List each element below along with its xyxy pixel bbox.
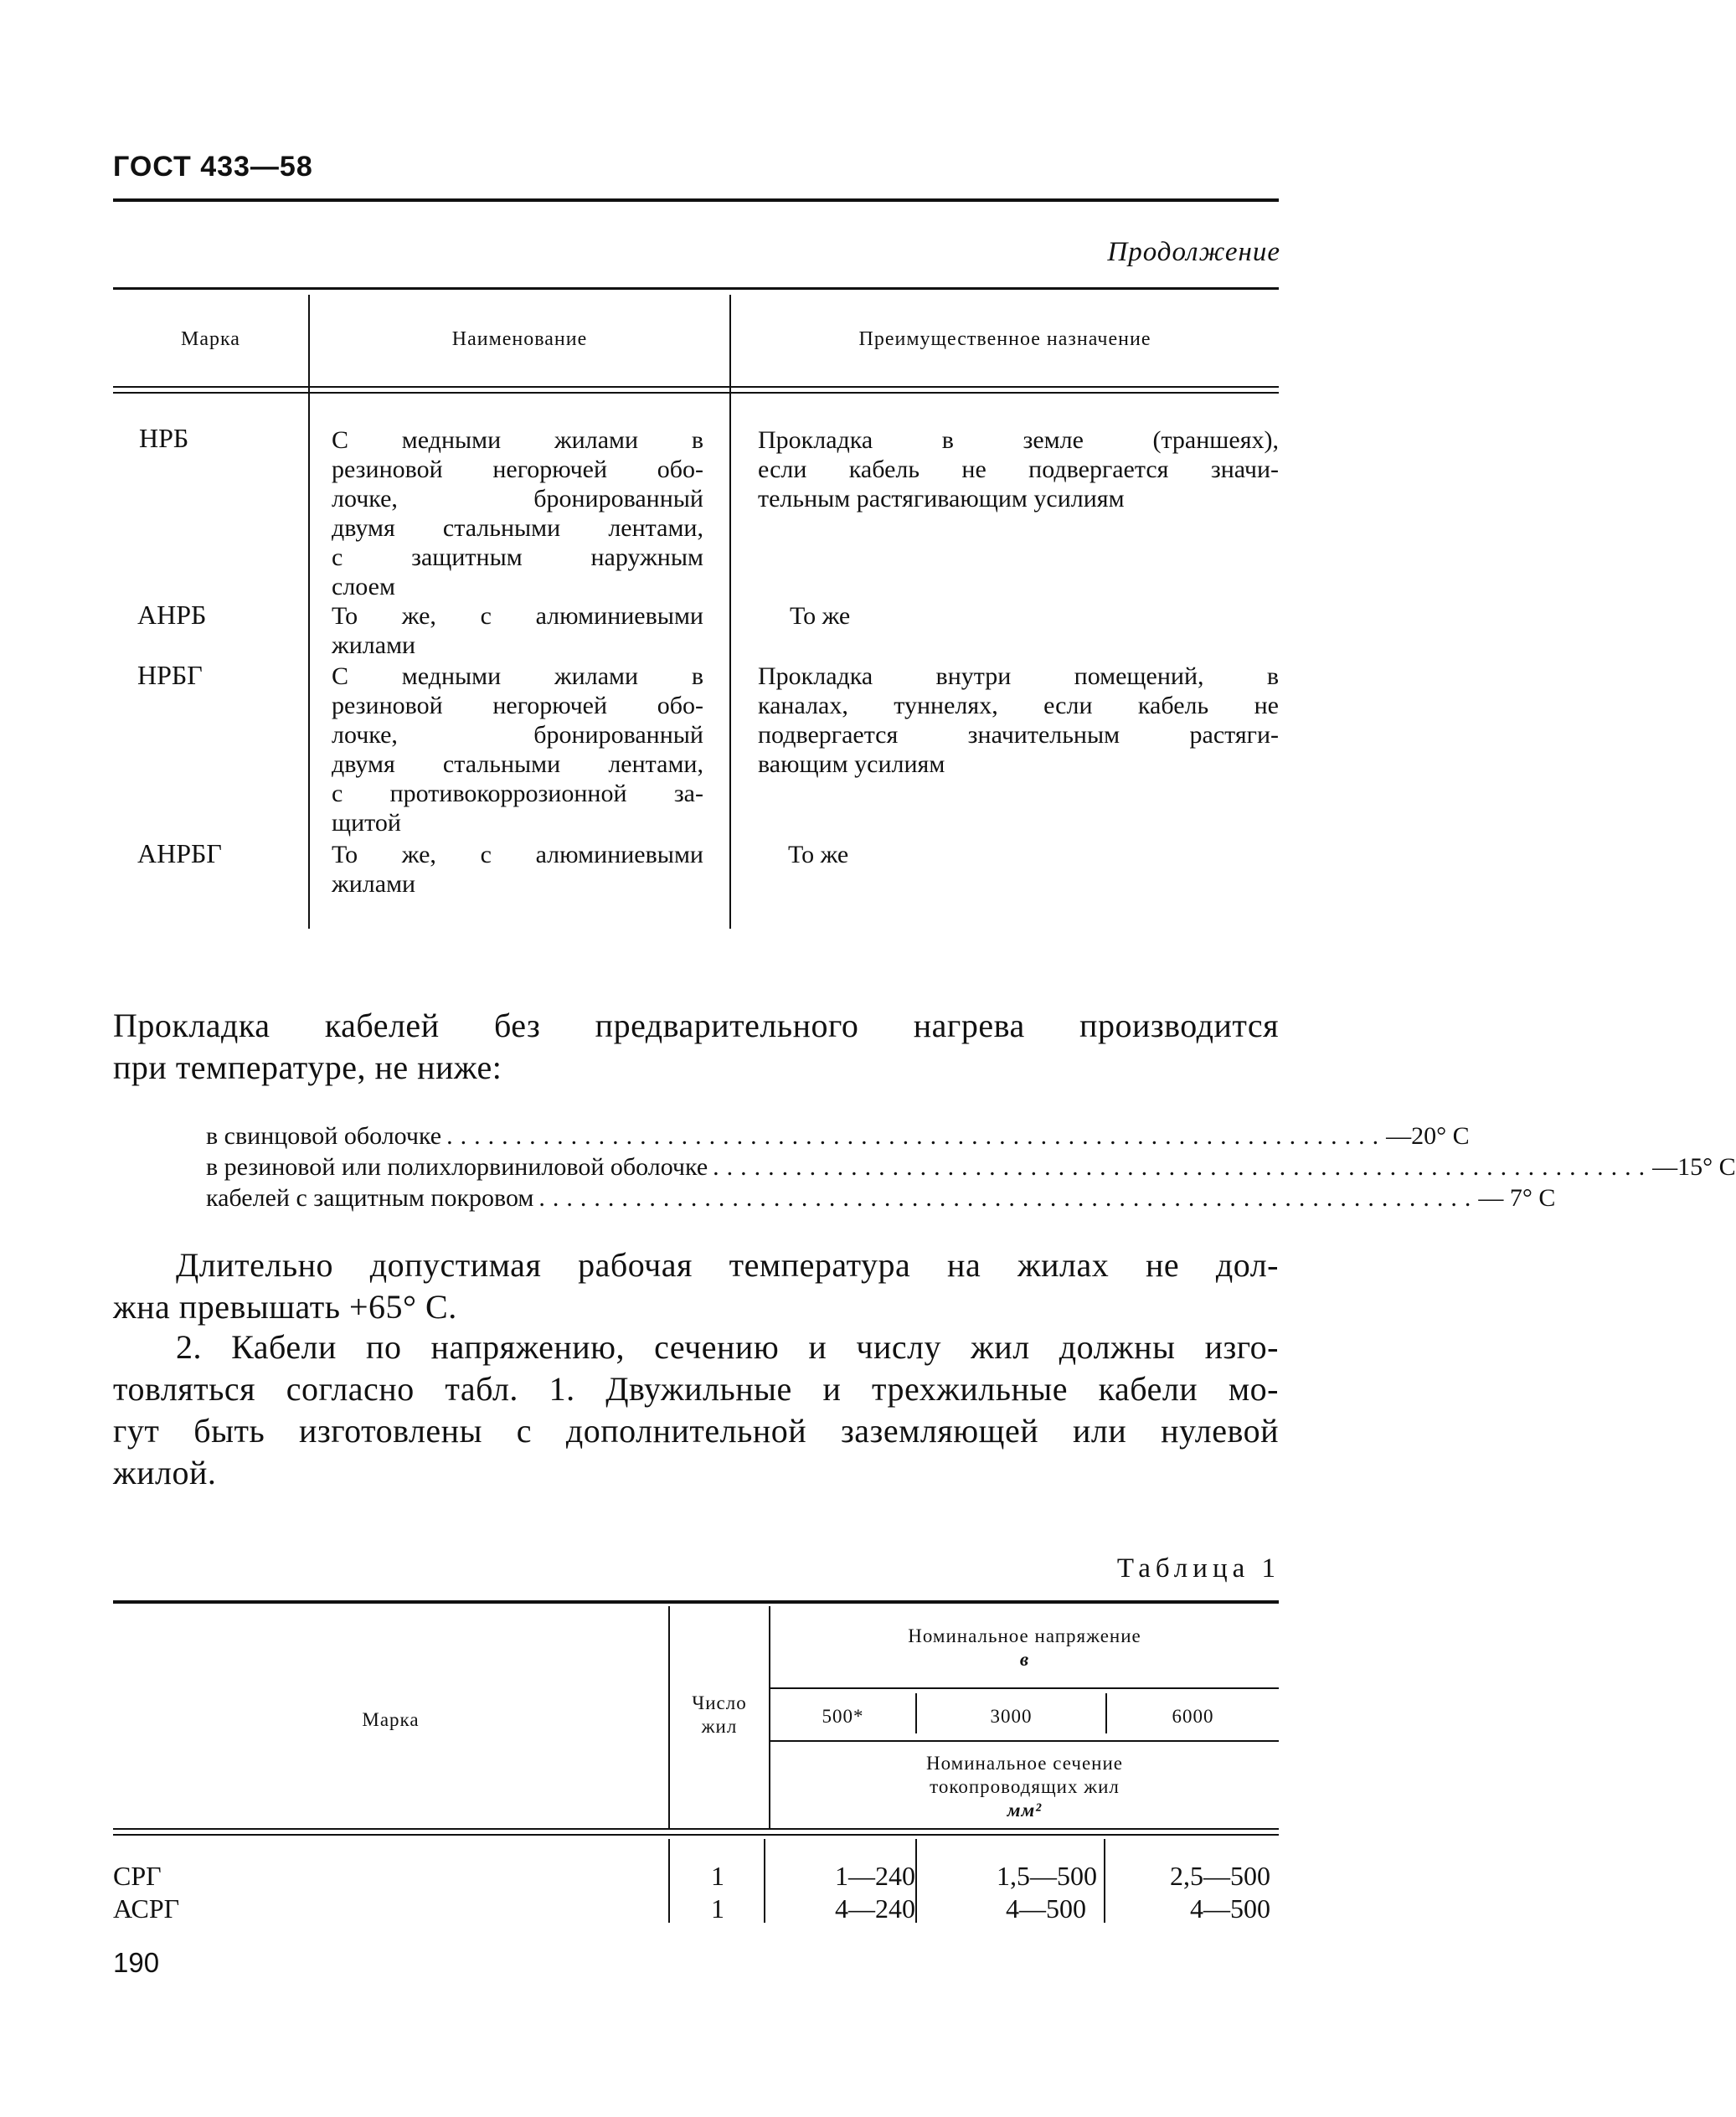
table1-top-rule: [113, 1600, 1279, 1604]
table-row: АСРГ 1 4—240 4—500 4—500: [113, 1893, 1270, 1924]
table-row-purpose: Прокладка внутри помещений, в каналах, туннелях, если кабель не подвергается значительным растяги- вающим усилиям: [758, 662, 1279, 778]
top-table-col-divider-1: [308, 295, 310, 929]
table-row-name: То же, с алюминиевыми жилами: [332, 602, 703, 659]
top-table-header-rule: [113, 386, 1279, 388]
temperature-list: [206, 1120, 1736, 1213]
paragraph-laying-temperature: Прокладка кабелей без предварительного нагрева производится при температуре, не ниже:: [113, 1007, 1279, 1086]
table-row: СРГ 1 1—240 1,5—500 2,5—500: [113, 1861, 1270, 1891]
list-item: в резиновой или полихлорвиниловой оболочке .................................................................... —15° С: [206, 1153, 1736, 1181]
table1-header-voltage: Номинальное напряжение в: [908, 1625, 1141, 1670]
table1-header-rule: [113, 1828, 1279, 1830]
dot-leader: ....................................................................: [713, 1153, 1653, 1181]
table1-header-cores: Число жил: [692, 1692, 747, 1737]
table-row-mark: НРБ: [139, 423, 189, 453]
table1-header-mark: Марка: [362, 1709, 420, 1730]
table-row-purpose: То же: [788, 841, 849, 868]
table1-voltage-rule: [770, 1687, 1279, 1689]
top-table-top-rule: [113, 287, 1279, 290]
list-item: в свинцовой оболочке .................................................................... —20° С: [206, 1122, 1470, 1150]
list-item: кабелей с защитным покровом .................................................................... — 7° С: [206, 1184, 1556, 1212]
table1-header-voltage-6000: 6000: [1172, 1706, 1214, 1727]
table-row-purpose: Прокладка в земле (траншеях), если кабель не подвергается значи- тельным растягивающим усилиям: [758, 426, 1279, 513]
table1-header-voltage-500: 500*: [822, 1706, 864, 1727]
dot-leader: ....................................................................: [446, 1122, 1387, 1150]
table1-header-rule-2: [113, 1834, 1279, 1836]
table1-header-voltage-3000: 3000: [990, 1706, 1033, 1727]
table1-caption: Таблица 1: [1116, 1553, 1280, 1584]
table1-section-rule: [770, 1740, 1279, 1742]
top-table-col-divider-2: [729, 295, 731, 929]
document-code: ГОСТ 433—58: [113, 151, 313, 183]
table-row-name: С медными жилами в резиновой негорючей обо- лочке, бронированный двумя стальными лентами, с защитным наружным слоем: [332, 426, 703, 600]
continuation-label: Продолжение: [1107, 237, 1280, 267]
table-row-name: С медными жилами в резиновой негорючей обо- лочке, бронированный двумя стальными лентами, с противокоррозионной за- щитой: [332, 662, 703, 837]
paragraph-item-2: 2. Кабели по напряжению, сечению и числу жил должны изго- товляться согласно табл. 1. Двужильные и трехжильные кабели мо- гут быть изготовлены с дополнительной заземляющей или нулевой жилой.: [113, 1328, 1279, 1491]
table-row-name: То же, с алюминиевыми жилами: [332, 841, 703, 898]
table-row-mark: АНРБ: [137, 600, 207, 630]
top-header-purpose: Преимущественное назначение: [858, 328, 1151, 350]
paragraph-max-temperature: Длительно допустимая рабочая температура на жилах не дол- жна превышать +65° С.: [113, 1246, 1279, 1326]
top-table-header-rule-2: [113, 392, 1279, 394]
table1-header-section: Номинальное сечение токопроводящих жил мм²: [926, 1753, 1123, 1821]
top-header-mark: Марка: [181, 328, 240, 350]
header-rule: [113, 198, 1279, 202]
page-number: 190: [113, 1947, 160, 1978]
table-row-mark: НРБГ: [137, 660, 203, 690]
dot-leader: ....................................................................: [538, 1184, 1479, 1212]
table-row-purpose: То же: [790, 602, 851, 630]
top-header-name: Наименование: [451, 328, 588, 350]
table-row-mark: АНРБГ: [137, 838, 222, 868]
